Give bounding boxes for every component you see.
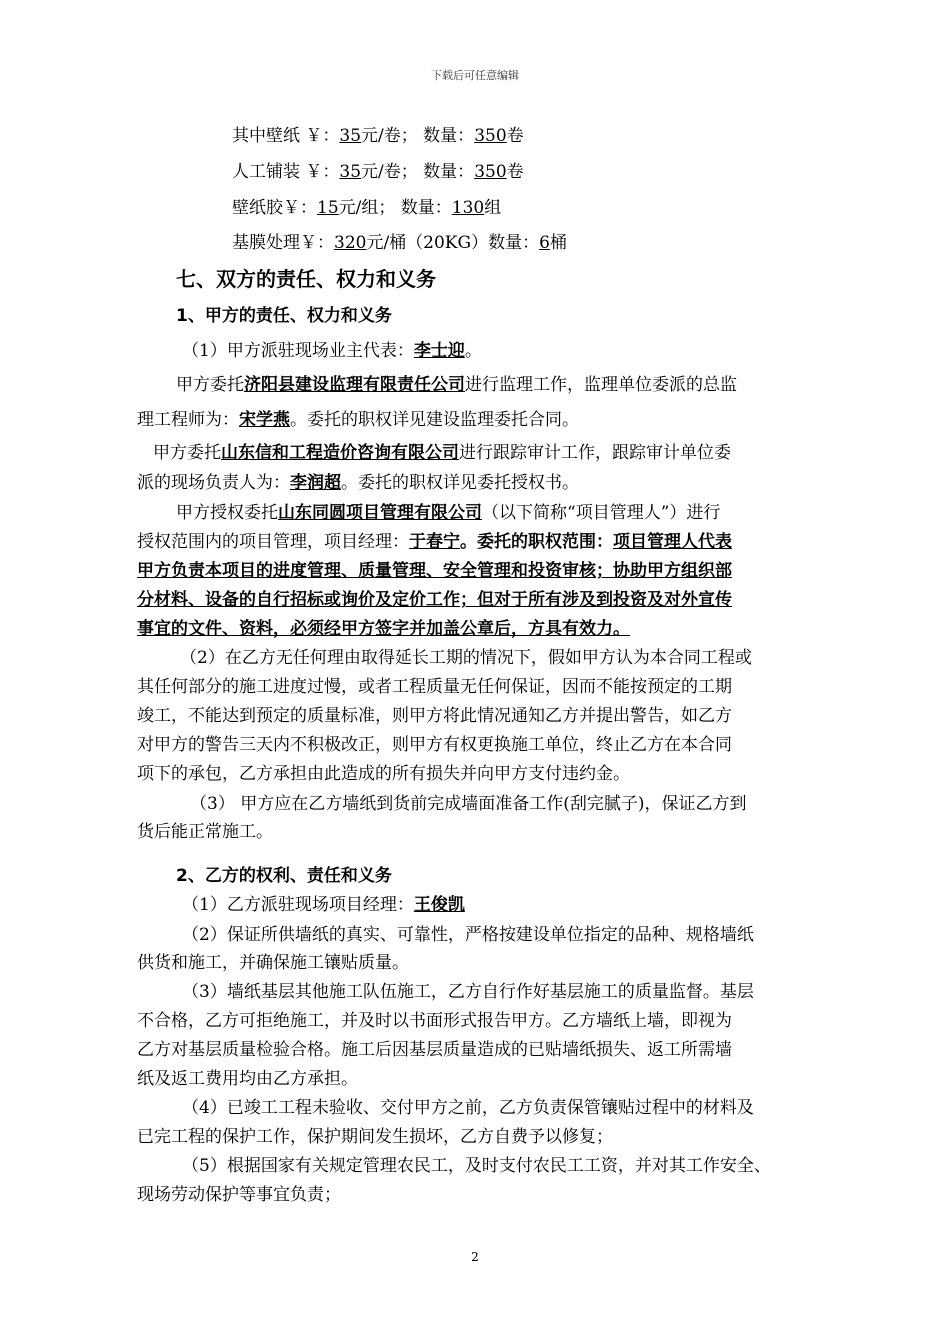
paragraph-line — [137, 531, 732, 553]
paragraph-line — [182, 340, 482, 362]
paragraph-line — [176, 502, 720, 524]
paragraph-line — [137, 472, 579, 494]
price-unit: 元/组； 数量： — [338, 198, 452, 218]
paragraph-line: 竣工，不能达到预定的质量标准，则甲方将此情况通知乙方并提出警告，如乙方 — [137, 706, 732, 726]
qty-unit: 桶 — [549, 233, 567, 253]
text: 进行监理工作，监理单位委派的总监 — [465, 375, 737, 395]
page-header: 下载后可任意编辑 — [431, 69, 519, 82]
company-name: 山东信和工程造价咨询有限公司 — [221, 443, 459, 463]
qty-value: 130 — [451, 198, 485, 218]
qty-value: 350 — [474, 126, 507, 146]
paragraph-line: 事宜的文件、资料，必须经甲方签字并加盖公章后，方具有效力。 — [137, 619, 630, 639]
text: 进行跟踪审计工作，跟踪审计单位委 — [459, 443, 731, 463]
paragraph-line — [137, 409, 579, 431]
qty-unit: 卷 — [506, 126, 524, 146]
paragraph-line: （4）已竣工工程未验收、交付甲方之前，乙方负责保管镶贴过程中的材料及 — [182, 1098, 754, 1118]
paragraph-line: 纸及返工费用均由乙方承担。 — [137, 1069, 358, 1089]
text: 。委托的职权详见建设监理委托合同。 — [290, 410, 579, 430]
paragraph-line — [153, 442, 731, 464]
company-name: 济阳县建设监理有限责任公司 — [244, 375, 465, 395]
paragraph-line: 乙方对基层质量检验合格。施工后因基层质量造成的已贴墙纸损失、返工所需墙 — [137, 1040, 732, 1060]
price-label: 壁纸胶￥： — [232, 198, 317, 218]
paragraph-line — [182, 894, 465, 916]
qty-unit: 组 — [484, 198, 502, 218]
price-value: 320 — [334, 233, 367, 253]
text: （1）甲方派驻现场业主代表： — [182, 341, 414, 361]
text: 。委托的职权详见委托授权书。 — [341, 473, 579, 493]
price-label: 基膜处理￥： — [232, 233, 334, 253]
price-line — [232, 232, 567, 254]
price-value: 35 — [339, 126, 362, 146]
paragraph-line: （2）在乙方无任何理由取得延长工期的情况下，假如甲方认为本合同工程或 — [180, 648, 752, 668]
qty-unit: 卷 — [506, 162, 524, 182]
subsection-heading: 2、乙方的权利、责任和义务 — [176, 866, 392, 886]
paragraph-line: 项下的承包，乙方承担由此造成的所有损失并向甲方支付违约金。 — [137, 764, 630, 784]
paragraph-line: 分材料、设备的自行招标或询价及定价工作；但对于所有涉及到投资及对外宣传 — [137, 590, 732, 610]
paragraph-line: 其任何部分的施工进度过慢，或者工程质量无任何保证，因而不能按预定的工期 — [137, 677, 732, 697]
paragraph-line: （3）墙纸基层其他施工队伍施工，乙方自行作好基层施工的质量监督。基层 — [182, 982, 754, 1002]
paragraph-line: 货后能正常施工。 — [137, 822, 273, 842]
paragraph-line: （3） 甲方应在乙方墙纸到货前完成墙面准备工作(刮完腻子)，保证乙方到 — [190, 794, 747, 814]
price-label: 人工铺装 ￥： — [232, 162, 340, 182]
paragraph-line: （5）根据国家有关规定管理农民工，及时支付农民工工资，并对其工作安全、 — [182, 1156, 771, 1176]
text: 甲方委托 — [153, 443, 221, 463]
price-line — [232, 197, 501, 219]
text: 项目管理人代表 — [613, 532, 732, 552]
company-name: 山东同圆项目管理有限公司 — [278, 503, 482, 523]
text: 理工程师为： — [137, 410, 239, 430]
manager-name: 王俊凯 — [413, 895, 465, 915]
paragraph-line: 甲方负责本项目的进度管理、质量管理、安全管理和投资审核；协助甲方组织部 — [137, 561, 732, 581]
paragraph-line: 供货和施工，并确保施工镶贴质量。 — [137, 953, 409, 973]
price-unit: 元/卷； 数量： — [361, 162, 475, 182]
qty-value: 6 — [539, 233, 550, 253]
paragraph-line: 已完工程的保护工作，保护期间发生损坏，乙方自费予以修复； — [137, 1127, 613, 1147]
text: 派的现场负责人为： — [137, 473, 290, 493]
page-number: 2 — [471, 1250, 479, 1264]
representative-name: 李士迎 — [413, 341, 465, 361]
price-value: 15 — [317, 198, 339, 218]
price-label: 其中壁纸 ￥： — [232, 126, 340, 146]
person-name: 于春宁 — [409, 532, 460, 552]
price-unit: 元/桶（20KG）数量： — [366, 233, 540, 253]
text: 授权范围内的项目管理，项目经理： — [137, 532, 409, 552]
paragraph-line — [176, 374, 737, 396]
text: （1）乙方派驻现场项目经理： — [182, 895, 414, 915]
text: （以下简称“项目管理人”）进行 — [482, 503, 721, 523]
person-name: 李润超 — [290, 473, 341, 493]
text: 甲方授权委托 — [176, 503, 278, 523]
text: 。 — [464, 341, 482, 361]
price-unit: 元/卷； 数量： — [361, 126, 475, 146]
paragraph-line: （2）保证所供墙纸的真实、可靠性，严格按建设单位指定的品种、规格墙纸 — [182, 925, 754, 945]
qty-value: 350 — [474, 162, 507, 182]
person-name: 宋学燕 — [239, 410, 290, 430]
price-line — [232, 125, 524, 147]
paragraph-line: 现场劳动保护等事宜负责； — [137, 1185, 341, 1205]
text: 。委托的职权范围： — [460, 532, 613, 552]
text: 甲方委托 — [176, 375, 244, 395]
paragraph-line: 不合格，乙方可拒绝施工，并及时以书面形式报告甲方。乙方墙纸上墙，即视为 — [137, 1011, 732, 1031]
subsection-heading: 1、甲方的责任、权力和义务 — [176, 306, 392, 326]
section-heading: 七、双方的责任、权力和义务 — [176, 267, 436, 291]
paragraph-line: 对甲方的警告三天内不积极改正，则甲方有权更换施工单位，终止乙方在本合同 — [137, 735, 732, 755]
price-line — [232, 161, 524, 183]
price-value: 35 — [339, 162, 362, 182]
